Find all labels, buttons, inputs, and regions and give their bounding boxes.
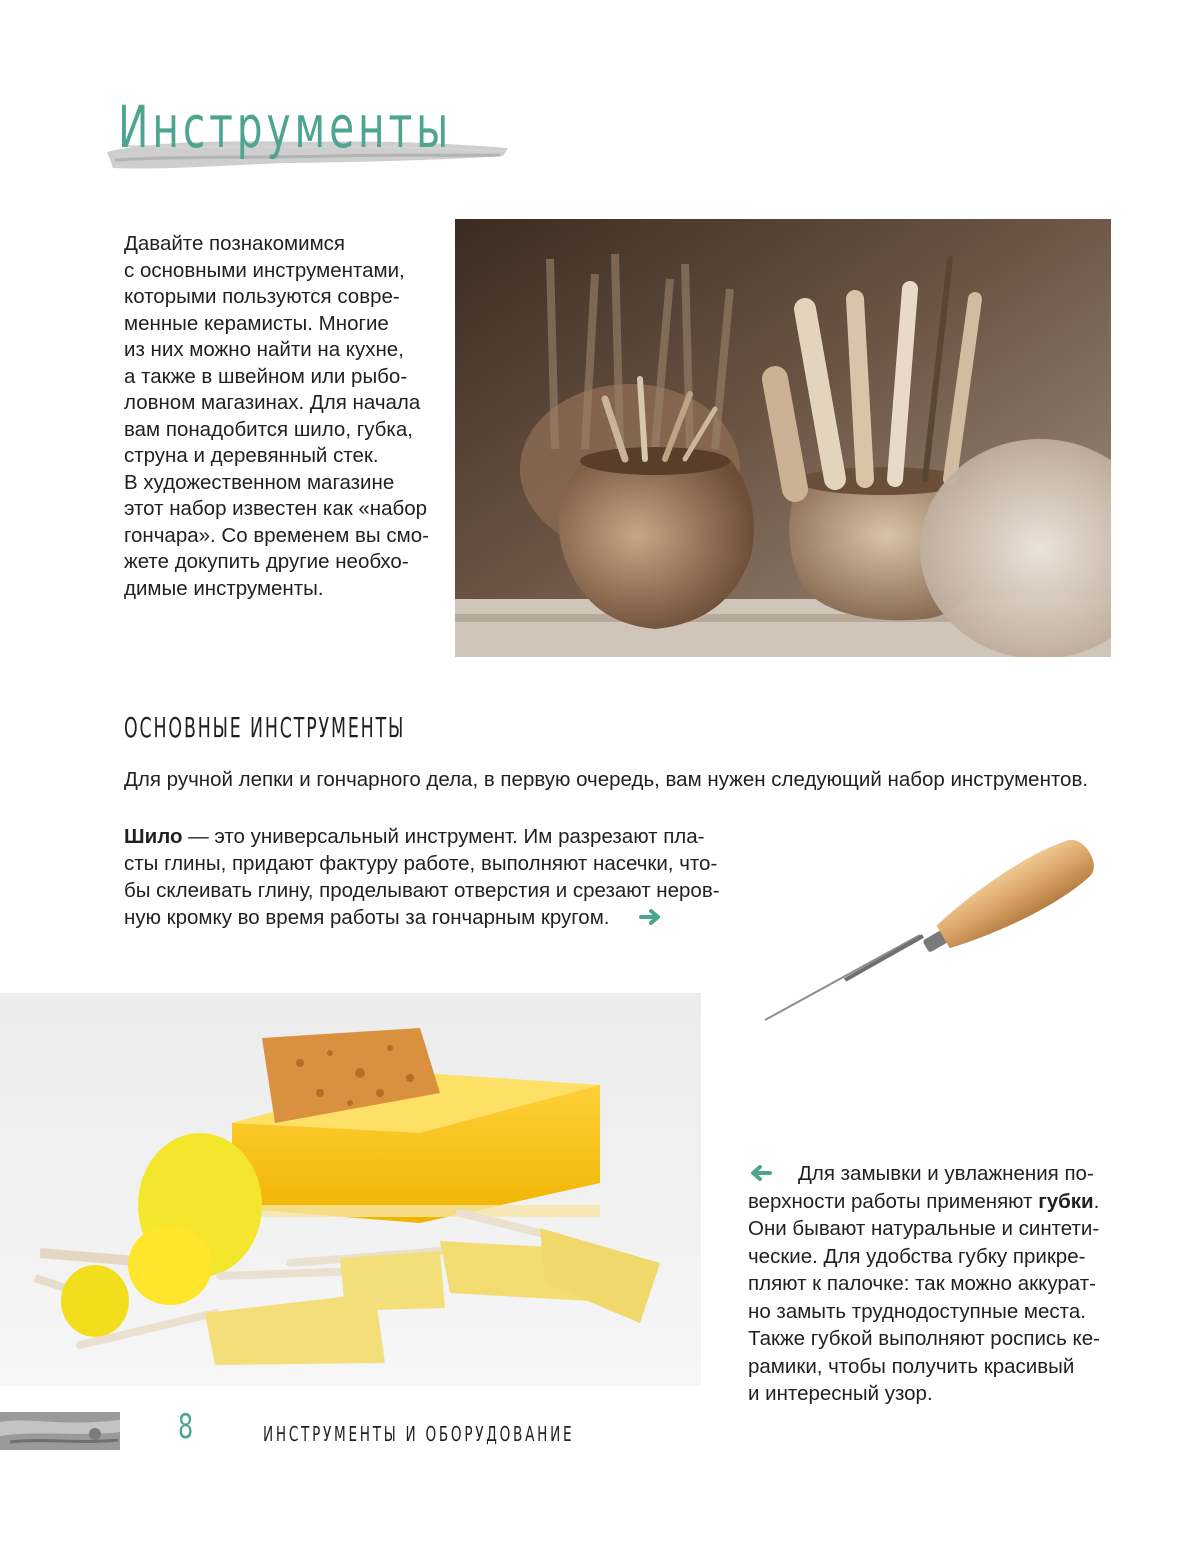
intro-paragraph	[124, 231, 429, 602]
awl-line	[124, 904, 720, 931]
awl-term: Шило	[124, 825, 183, 848]
intro-line: ловном магазинах. Для начала	[124, 391, 421, 414]
intro-line: В художественном магазине	[124, 470, 395, 494]
sponge-line: Они бывают натуральные и синтети-	[748, 1217, 1100, 1240]
intro-line: а также в швейном или рыбо-	[124, 364, 408, 388]
sponge-line: Также губкой выполняют роспись ке-	[748, 1327, 1100, 1350]
awl-line: сты глины, придают фактуру работе, выполняют насечки, что-	[124, 852, 718, 875]
intro-line: которыми пользуются совре-	[124, 285, 400, 308]
intro-line: с основными инструментами,	[124, 258, 405, 282]
intro-line: димые инструменты.	[124, 576, 324, 600]
pottery-tools-photo	[455, 219, 1111, 657]
lead-text: Для ручной лепки и гончарного дела, в первую очередь, вам нужен следующий набор инструментов.	[124, 768, 1089, 791]
awl-line-text: ную кромку во время работы за гончарным кругом.	[124, 906, 610, 929]
sponge-description	[748, 1160, 1100, 1408]
arrow-right-icon	[639, 908, 663, 926]
sponge-line-text: Для замывки и увлажнения по-	[798, 1162, 1094, 1185]
sponge-line-pre: верхности работы применяют	[748, 1189, 1039, 1213]
sponge-line	[748, 1188, 1100, 1216]
awl-line: бы склеивать глину, проделывают отверстия и срезают неров-	[124, 879, 720, 902]
awl-photo	[745, 840, 1115, 1030]
intro-line: менные керамисты. Многие	[124, 311, 389, 335]
section-heading: ОСНОВНЫЕ ИНСТРУМЕНТЫ	[124, 711, 406, 744]
sponge-line: пляют к палочке: так можно аккурат-	[748, 1272, 1096, 1295]
intro-line: Давайте познакомимся	[124, 232, 346, 255]
sponge-line: рамики, чтобы получить красивый	[748, 1354, 1075, 1378]
sponge-line: ческие. Для удобства губку прикре-	[748, 1244, 1086, 1268]
intro-line: вам понадобится шило, губка,	[124, 417, 413, 441]
page-number: 8	[178, 1407, 194, 1447]
intro-line: гончара». Со временем вы смо-	[124, 523, 429, 547]
sponge-line: но замыть труднодоступные места.	[748, 1299, 1086, 1323]
intro-line: этот набор известен как «набор	[124, 497, 428, 520]
running-title: ИНСТРУМЕНТЫ И ОБОРУДОВАНИЕ	[263, 1422, 575, 1446]
intro-line: жете докупить другие необхо-	[124, 550, 409, 573]
sponge-term: губки	[1038, 1189, 1094, 1213]
awl-line-rest: — это универсальный инструмент. Им разрезают пла-	[182, 825, 705, 848]
awl-line	[124, 823, 720, 850]
footer-decor-strip	[0, 1412, 120, 1450]
intro-line: струна и деревянный стек.	[124, 444, 379, 467]
intro-line: из них можно найти на кухне,	[124, 338, 404, 361]
sponge-line: и интересный узор.	[748, 1382, 933, 1405]
page-title: Инструменты	[118, 93, 453, 161]
sponges-photo	[0, 993, 701, 1386]
sponge-line	[748, 1160, 1100, 1188]
awl-description	[124, 823, 720, 931]
arrow-left-icon	[748, 1164, 772, 1182]
sponge-line-post: .	[1093, 1189, 1100, 1213]
